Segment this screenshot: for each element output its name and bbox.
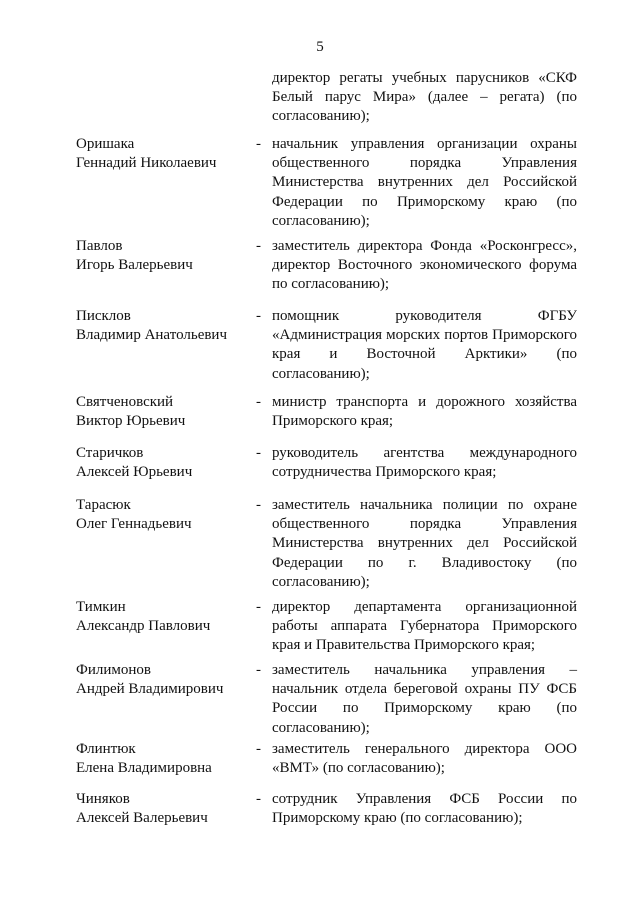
member-given-names: Алексей Валерьевич bbox=[76, 810, 208, 827]
dash-marker: - bbox=[256, 497, 261, 513]
dash-marker: - bbox=[256, 238, 261, 254]
dash-marker: - bbox=[256, 308, 261, 324]
dash-marker: - bbox=[256, 599, 261, 615]
dash-marker: - bbox=[256, 136, 261, 152]
member-position: помощник руководителя ФГБУ «Администрация морских портов Приморского края и Восточной Арктики» (по согласованию); bbox=[272, 308, 577, 382]
member-surname: Тимкин bbox=[76, 599, 126, 615]
dash-marker: - bbox=[256, 445, 261, 461]
dash-marker: - bbox=[256, 741, 261, 757]
member-surname: Писклов bbox=[76, 308, 131, 324]
member-given-names: Елена Владимировна bbox=[76, 760, 212, 777]
member-name bbox=[76, 237, 256, 275]
member-given-names: Алексей Юрьевич bbox=[76, 464, 193, 481]
page-number: 5 bbox=[316, 39, 324, 55]
member-given-names: Геннадий Николаевич bbox=[76, 155, 217, 172]
member-given-names: Владимир Анатольевич bbox=[76, 327, 228, 344]
member-given-names: Игорь Валерьевич bbox=[76, 257, 193, 274]
member-name bbox=[76, 393, 256, 431]
member-name bbox=[76, 790, 256, 828]
dash-marker: - bbox=[256, 662, 261, 678]
member-given-names: Олег Геннадьевич bbox=[76, 516, 192, 533]
member-name bbox=[76, 496, 256, 534]
member-position: директор департамента организационной работы аппарата Губернатора Приморского края и Правительства Приморского края; bbox=[272, 599, 577, 654]
member-given-names: Андрей Владимирович bbox=[76, 681, 224, 698]
member-position: сотрудник Управления ФСБ России по Приморскому краю (по согласованию); bbox=[272, 791, 577, 827]
member-given-names: Александр Павлович bbox=[76, 618, 211, 635]
member-position: руководитель агентства международного сотрудничества Приморского края; bbox=[272, 445, 577, 481]
member-surname: Тарасюк bbox=[76, 497, 131, 513]
member-name bbox=[76, 598, 256, 636]
member-surname: Святченовский bbox=[76, 394, 174, 410]
member-position: заместитель начальника полиции по охране общественного порядка Управления Министерства внутренних дел Российской Федерации по г. Владивостоку (по согласованию); bbox=[272, 497, 577, 590]
member-surname: Филимонов bbox=[76, 662, 151, 678]
member-name bbox=[76, 135, 256, 173]
continuation-text: директор регаты учебных парусников «СКФ Белый парус Мира» (далее – регата) (по согласованию); bbox=[272, 70, 577, 125]
member-name bbox=[76, 661, 256, 699]
dash-marker: - bbox=[256, 394, 261, 410]
member-name bbox=[76, 740, 256, 778]
member-surname: Старичков bbox=[76, 445, 144, 461]
member-surname: Павлов bbox=[76, 238, 123, 254]
member-name bbox=[76, 307, 256, 345]
member-position: заместитель директора Фонда «Росконгресс», директор Восточного экономического форума по согласованию); bbox=[272, 238, 577, 293]
member-surname: Оришака bbox=[76, 136, 135, 152]
member-position: министр транспорта и дорожного хозяйства Приморского края; bbox=[272, 394, 577, 430]
member-position: заместитель начальника управления – начальник отдела береговой охраны ПУ ФСБ России по Приморскому краю (по согласованию); bbox=[272, 662, 577, 736]
dash-marker: - bbox=[256, 791, 261, 807]
member-name bbox=[76, 444, 256, 482]
member-position: начальник управления организации охраны общественного порядка Управления Министерства внутренних дел Российской Федерации по Приморскому краю (по согласованию); bbox=[272, 136, 577, 229]
member-position: заместитель генерального директора ООО «ВМТ» (по согласованию); bbox=[272, 741, 577, 777]
member-surname: Чиняков bbox=[76, 791, 130, 807]
member-given-names: Виктор Юрьевич bbox=[76, 413, 186, 430]
member-surname: Флинтюк bbox=[76, 741, 136, 757]
